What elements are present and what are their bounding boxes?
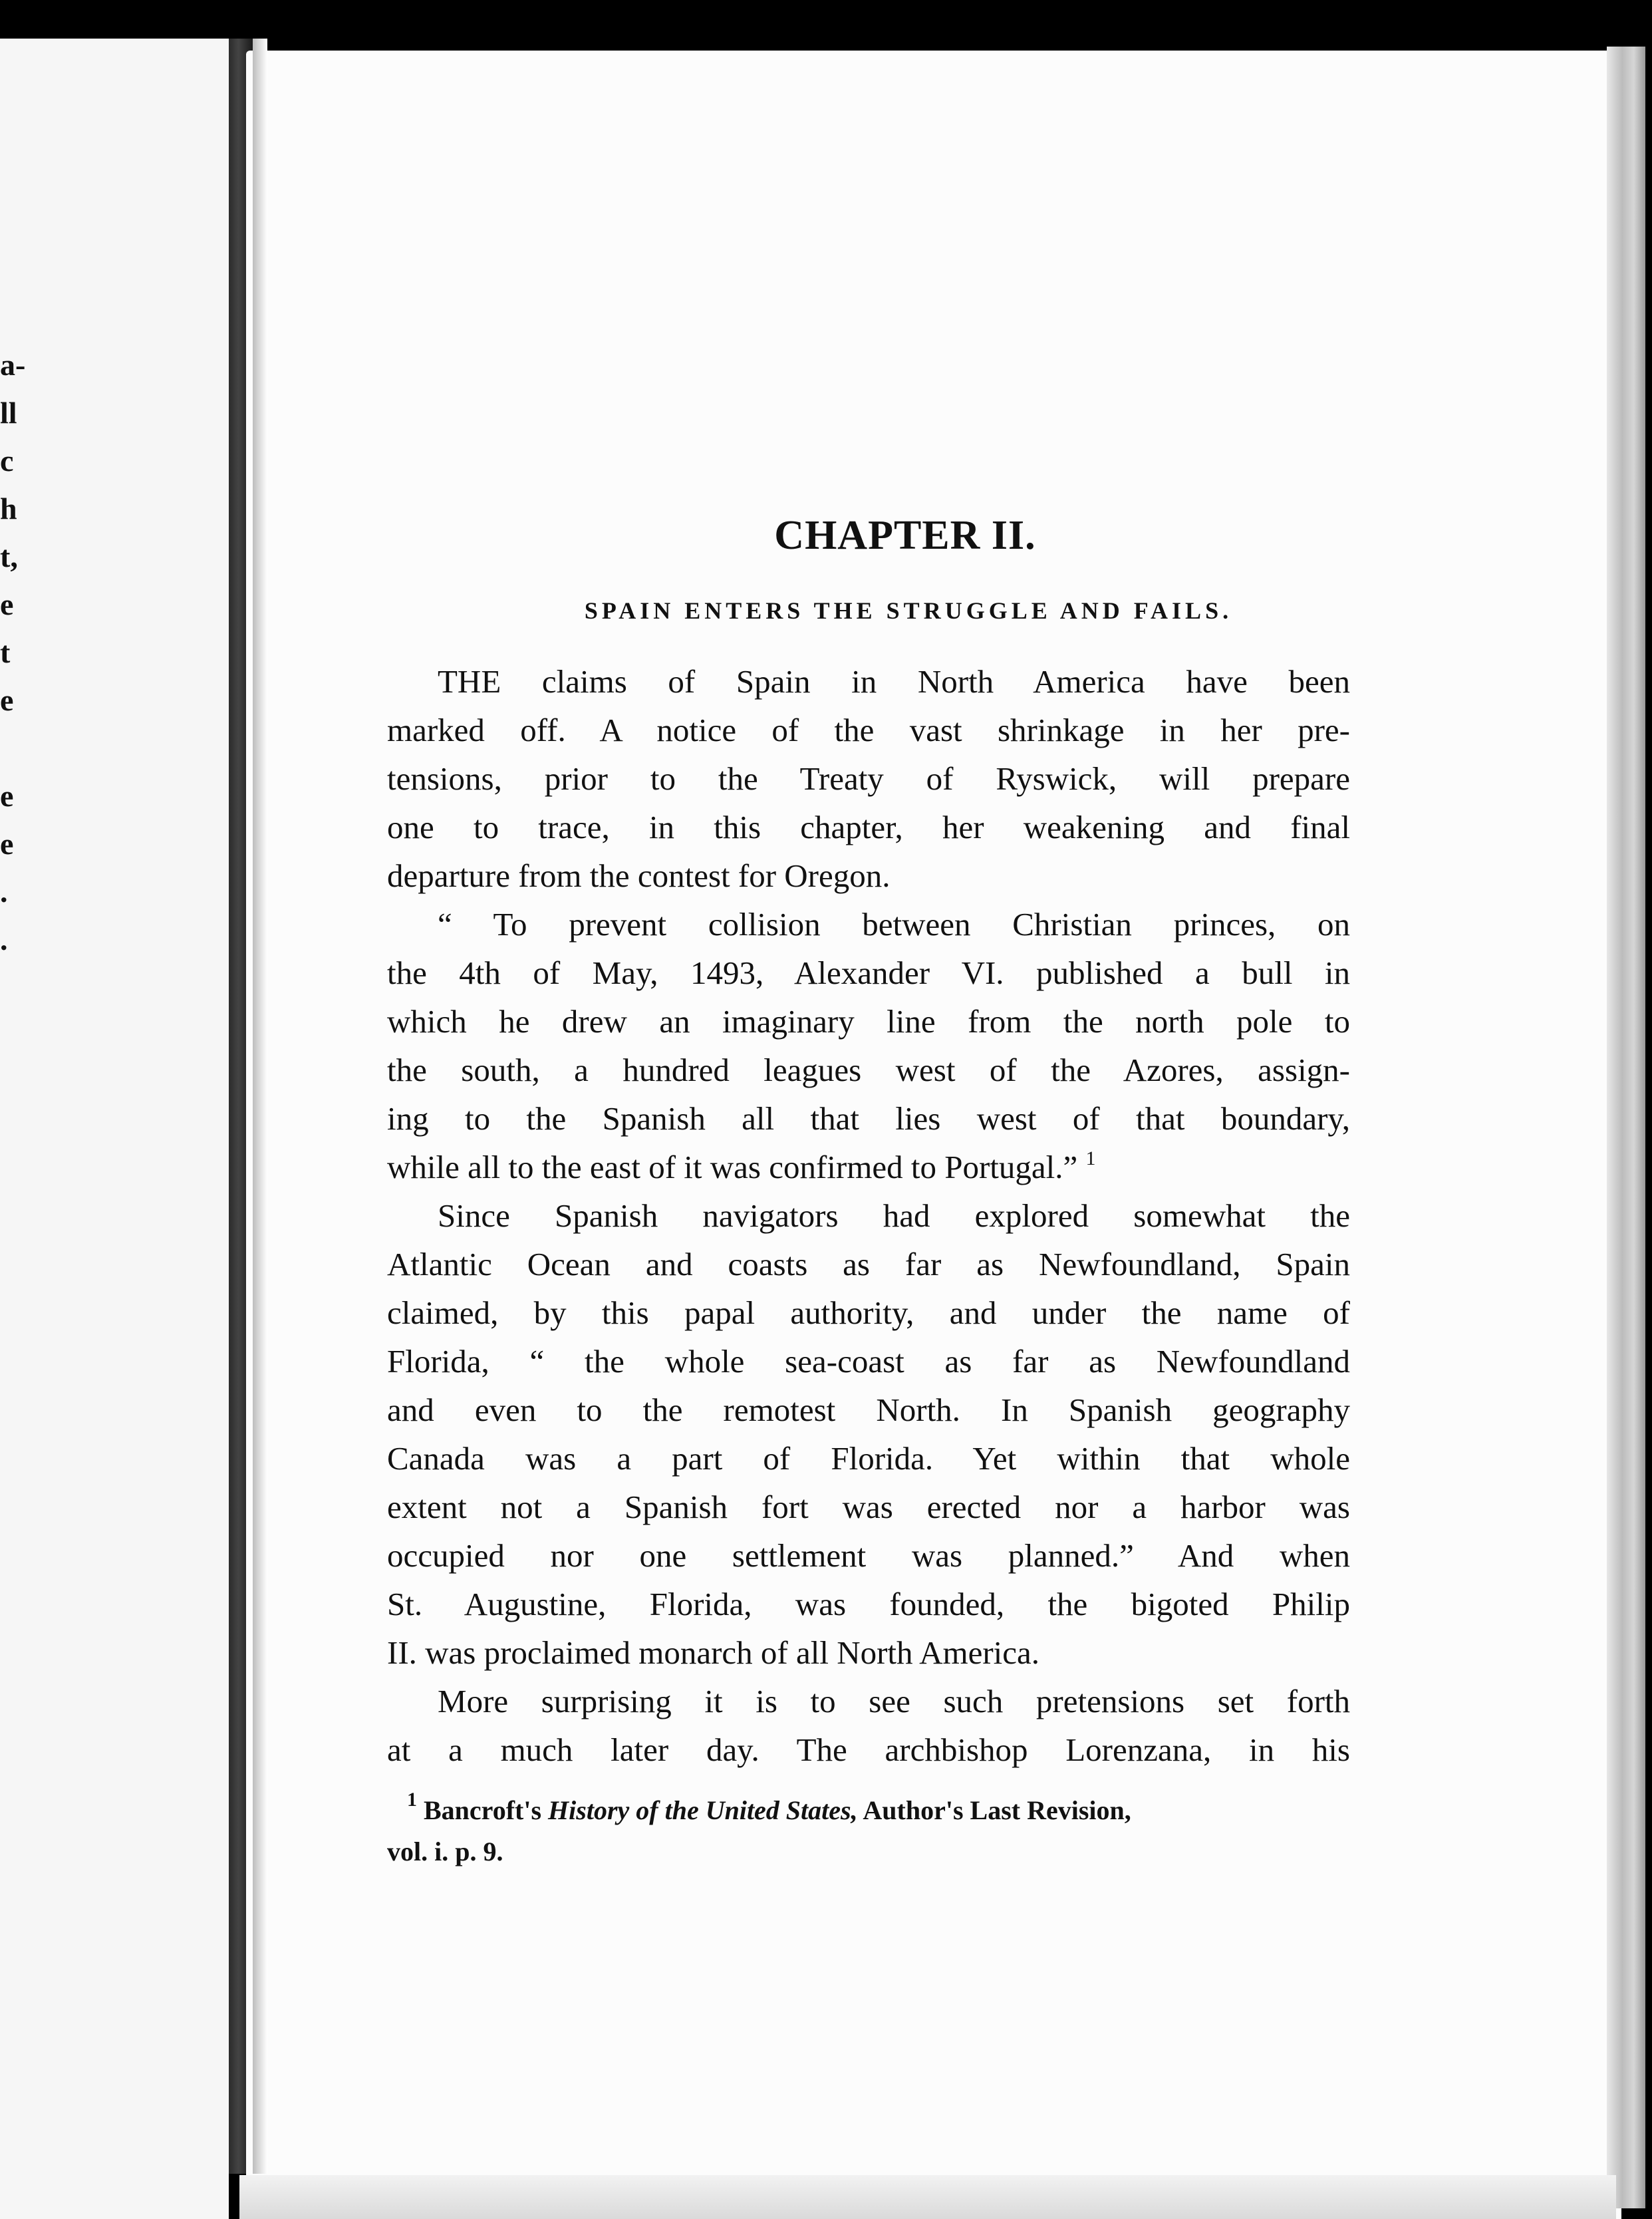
fragment: t [0,635,11,669]
footnote [387,1790,1350,1872]
text-line: II. was proclaimed monarch of all North America. [387,1634,1040,1671]
paragraph [387,1677,1350,1774]
page-text-block [387,506,1350,1872]
fragment: . [0,875,8,909]
paragraph [387,1191,1350,1677]
fragment: e [0,779,14,813]
fragment: . [0,923,8,957]
text-line: THE claims of Spain in North America have been [438,663,1350,700]
paragraph [387,900,1350,1191]
footnote-line: $^1$ Bancroft's History of the United States, Author's Last Revision, [407,1789,1131,1825]
text-line: while all to the east of it was confirmed to Portugal.” $^1$ [387,1147,1096,1185]
fragment: e [0,683,14,717]
text-line: and even to the remotest North. In Spanish geography [387,1392,1350,1428]
drop-word: THE [438,663,501,700]
text-line: Since Spanish navigators had explored somewhat the [438,1197,1350,1234]
fragment: t, [0,539,18,573]
text-line: departure from the contest for Oregon. [387,857,891,894]
text-line: extent not a Spanish fort was erected nor a harbor was [387,1489,1350,1525]
previous-page-text-fragments [0,341,27,964]
text-line: the south, a hundred leagues west of the Azores, assign- [387,1052,1350,1088]
text-line: at a much later day. The archbishop Lorenzana, in his [387,1731,1350,1768]
text-line: St. Augustine, Florida, was founded, the bigoted Philip [387,1586,1350,1622]
chapter-title: CHAPTER II. [774,513,1036,558]
text-line: Atlantic Ocean and coasts as far as Newfoundland, Spain [387,1246,1350,1282]
text-line: occupied nor one settlement was planned.” And when [387,1537,1350,1574]
footnote-number: 1 [407,1789,417,1811]
gutter-shadow [253,39,267,2174]
page-stack-edge [1607,47,1645,2208]
chapter-subtitle: SPAIN ENTERS THE STRUGGLE AND FAILS. [584,597,1233,624]
fragment: a- [0,348,26,382]
text-line: marked off. A notice of the vast shrinkage in her pre- [387,712,1350,748]
paragraph [387,657,1350,900]
text-line: one to trace, in this chapter, her weakening and final [387,809,1350,845]
footnote-work-title: History of the United States, [548,1795,858,1825]
fragment: h [0,492,17,525]
fragment: e [0,587,14,621]
text-line: ing to the Spanish all that lies west of that boundary, [387,1100,1350,1137]
text-line: tensions, prior to the Treaty of Ryswick, will prepare [387,760,1350,797]
fragment [0,724,27,772]
text-line: More surprising it is to see such pretensions set forth [438,1683,1350,1719]
text-line: Canada was a part of Florida. Yet within that whole [387,1440,1350,1477]
footnote-line: vol. i. p. 9. [387,1837,503,1866]
page-bottom-edge [239,2175,1616,2219]
text-line: Florida, “ the whole sea-coast as far as Newfoundland [387,1343,1350,1380]
text-line: which he drew an imaginary line from the north pole to [387,1003,1350,1040]
text-line: the 4th of May, 1493, Alexander VI. published a bull in [387,955,1350,991]
fragment: c [0,444,14,478]
previous-page-edge [0,39,229,2219]
text-line: “ To prevent collision between Christian princes, on [438,906,1350,943]
fragment: ll [0,396,17,430]
text-line: claimed, by this papal authority, and under the name of [387,1294,1350,1331]
footnote-marker: 1 [1085,1147,1096,1169]
fragment: e [0,827,14,861]
